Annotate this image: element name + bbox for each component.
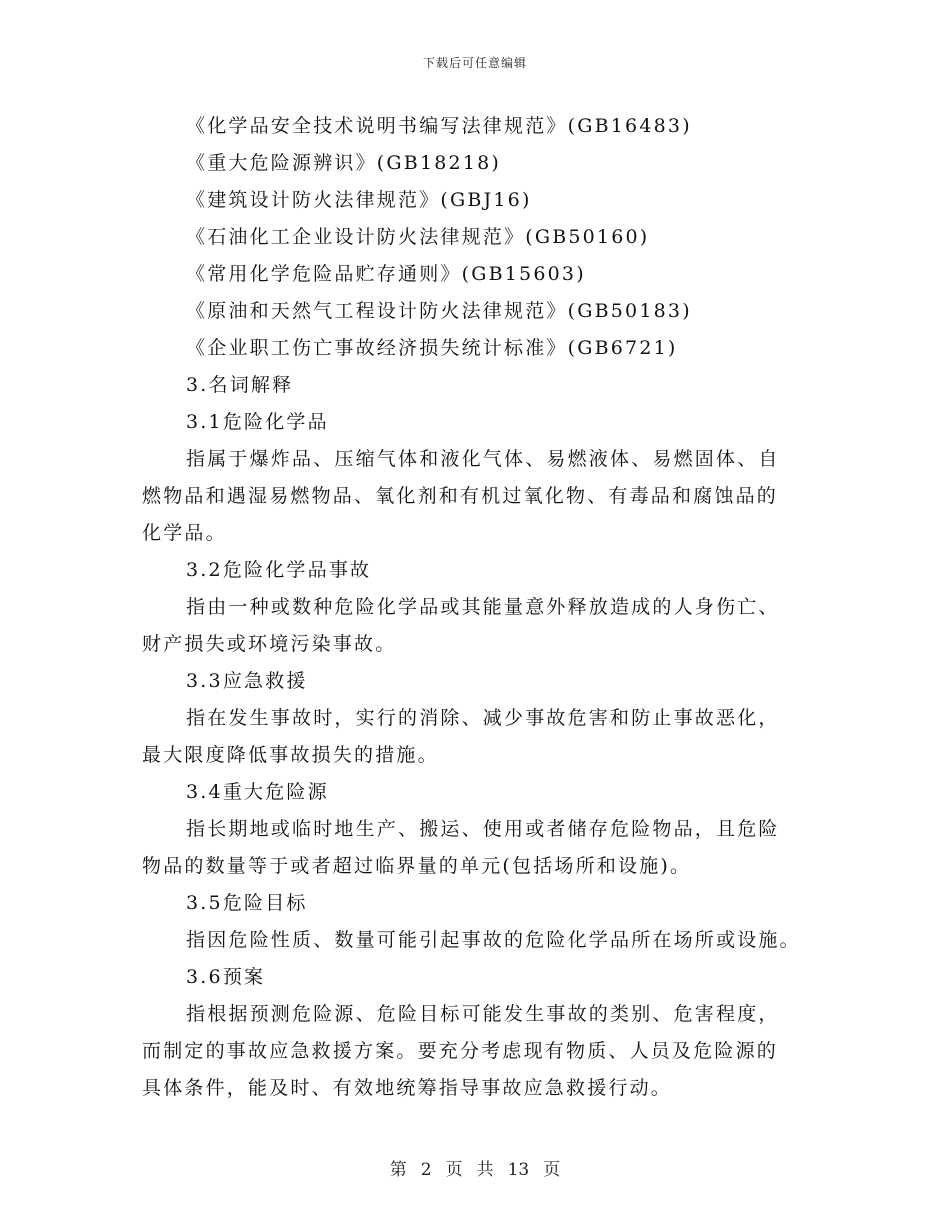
term-definition-line: 化学品。 (142, 522, 227, 544)
section-title: 3.名词解释 (186, 374, 294, 396)
reference-item: 《常用化学危险品贮存通则》(GB15603) (186, 263, 586, 285)
page-number-footer (0, 1155, 950, 1180)
term-heading: 3.3应急救援 (186, 670, 308, 692)
term-definition-line: 物品的数量等于或者超过临界量的单元(包括场所和设施)。 (142, 855, 692, 877)
reference-item: 《建筑设计防火法律规范》(GBJ16) (186, 189, 532, 211)
footer-suffix: 页 (543, 1160, 561, 1180)
term-heading: 3.1危险化学品 (186, 411, 329, 433)
term-heading: 3.5危险目标 (186, 892, 308, 914)
term-definition-line: 指因危险性质、数量可能引起事故的危险化学品所在场所或设施。 (186, 929, 801, 951)
term-definition-line: 指属于爆炸品、压缩气体和液化气体、易燃液体、易燃固体、自 (186, 448, 780, 470)
reference-item: 《石油化工企业设计防火法律规范》(GB50160) (186, 226, 650, 248)
term-definition-line: 具体条件，能及时、有效地统筹指导事故应急救援行动。 (142, 1077, 673, 1099)
term-definition-line: 指由一种或数种危险化学品或其能量意外释放造成的人身伤亡、 (186, 596, 780, 618)
current-page-number: 2 (420, 1160, 432, 1180)
term-heading: 3.6预案 (186, 966, 266, 988)
total-pages-number: 13 (507, 1160, 530, 1180)
footer-page-label: 页 (445, 1160, 463, 1180)
term-heading: 3.2危险化学品事故 (186, 559, 372, 581)
term-definition-line: 指在发生事故时，实行的消除、减少事故危害和防止事故恶化， (186, 707, 780, 729)
term-definition-line: 指根据预测危险源、危险目标可能发生事故的类别、危害程度， (186, 1003, 780, 1025)
reference-item: 《化学品安全技术说明书编写法律规范》(GB16483) (186, 115, 692, 137)
term-definition-line: 指长期地或临时地生产、搬运、使用或者储存危险物品，且危险 (186, 818, 780, 840)
term-definition-line: 最大限度降低事故损失的措施。 (142, 744, 439, 766)
term-heading: 3.4重大危险源 (186, 781, 329, 803)
reference-item: 《原油和天然气工程设计防火法律规范》(GB50183) (186, 300, 692, 322)
footer-total-label: 共 (476, 1160, 494, 1180)
footer-prefix: 第 (389, 1160, 407, 1180)
document-body (142, 108, 812, 1107)
term-definition-line: 而制定的事故应急救援方案。要充分考虑现有物质、人员及危险源的 (142, 1040, 779, 1062)
page-header-note: 下载后可任意编辑 (422, 56, 527, 70)
reference-item: 《企业职工伤亡事故经济损失统计标准》(GB6721) (186, 337, 678, 359)
reference-item: 《重大危险源辨识》(GB18218) (186, 152, 502, 174)
term-definition-line: 财产损失或环境污染事故。 (142, 633, 397, 655)
term-definition-line: 燃物品和遇湿易燃物品、氧化剂和有机过氧化物、有毒品和腐蚀品的 (142, 485, 779, 507)
